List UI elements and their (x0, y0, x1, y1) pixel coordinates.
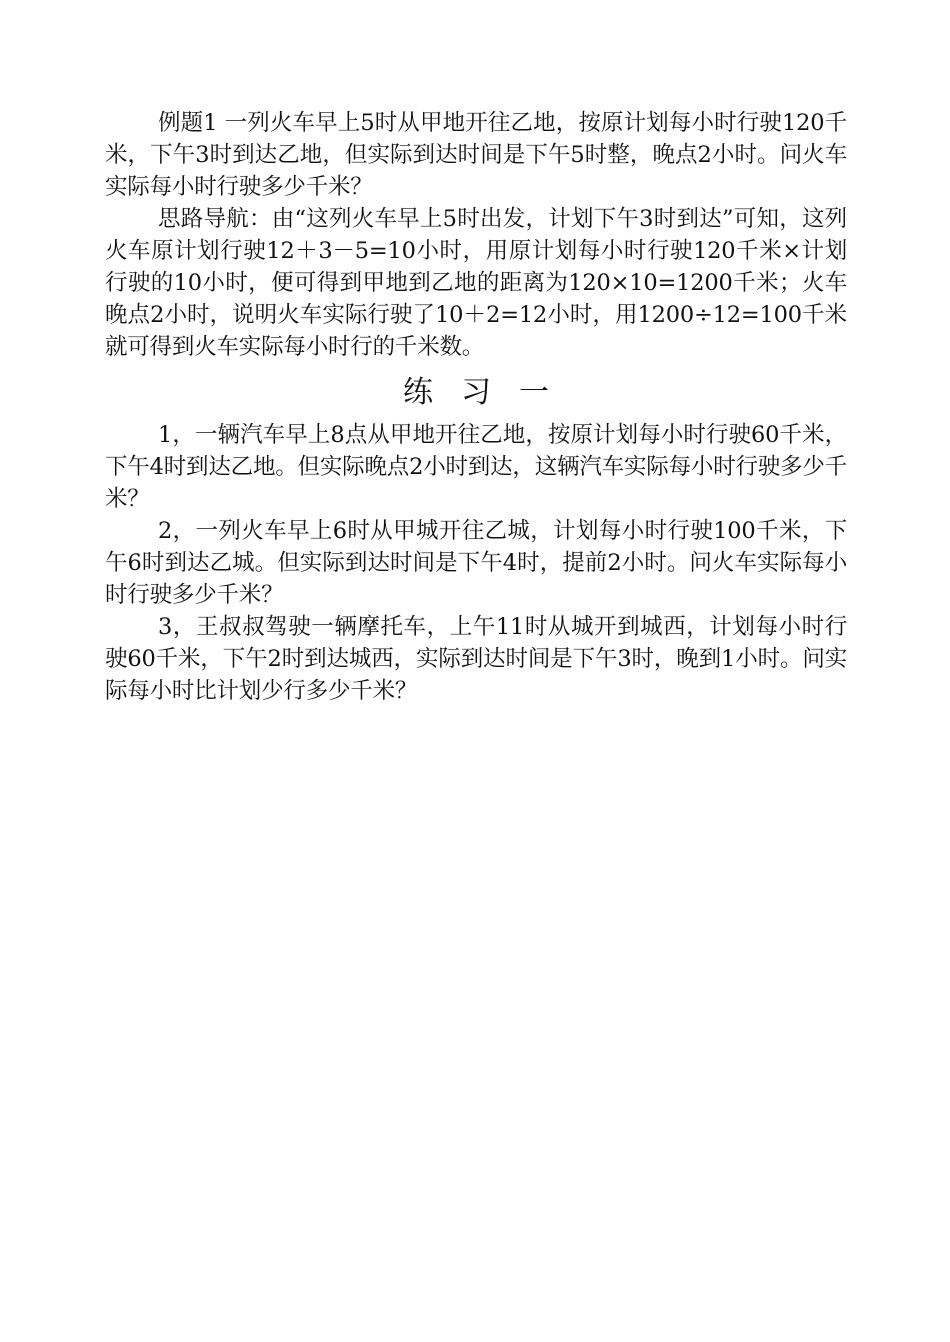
example-guidance: 思路导航：由“这列火车早上5时出发，计划下午3时到达”可知，这列火车原计划行驶12＋3－5=10小时，用原计划每小时行驶120千米×计划行驶的10小时，便可得到甲地到乙地的距离为120×10=1200千米；火车晚点2小时，说明火车实际行驶了10＋2=12小时，用1200÷12=100千米就可得到火车实际每小时行的千米数。 (105, 206, 847, 360)
exercise-item-1: 1，一辆汽车早上8点从甲地开往乙地，按原计划每小时行驶60千米，下午4时到达乙地。但实际晚点2小时到达，这辆汽车实际每小时行驶多少千米？ (105, 422, 847, 512)
example-question: 例题1 一列火车早上5时从甲地开往乙地，按原计划每小时行驶120千米，下午3时到达乙地，但实际到达时间是下午5时整，晚点2小时。问火车实际每小时行驶多少千米？ (105, 110, 847, 200)
document-page (105, 107, 847, 707)
exercise-title: 练习一 (403, 375, 577, 410)
exercise-item-2: 2，一列火车早上6时从甲城开往乙城，计划每小时行驶100千米，下午6时到达乙城。但实际到达时间是下午4时，提前2小时。问火车实际每小时行驶多少千米？ (105, 518, 847, 608)
exercise-item-3: 3，王叔叔驾驶一辆摩托车，上午11时从城开到城西，计划每小时行驶60千米，下午2时到达城西，实际到达时间是下午3时，晚到1小时。问实际每小时比计划少行多少千米？ (105, 614, 847, 704)
